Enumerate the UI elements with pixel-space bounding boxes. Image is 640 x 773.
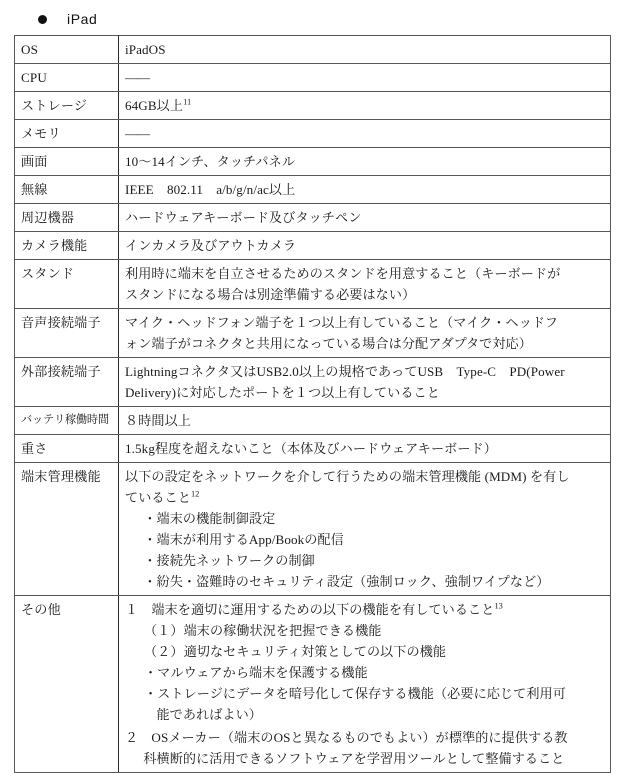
spec-value-line: [125, 207, 605, 228]
spec-value-text: ハードウェアキーボード及びタッチペン: [125, 210, 362, 225]
spec-value-text: ——: [125, 70, 149, 85]
spec-label-cell: OS: [15, 36, 119, 64]
spec-value-line: [125, 123, 605, 144]
spec-value-line: [125, 67, 605, 88]
spec-value-text: Delivery)に対応したポートを１つ以上有していること: [125, 385, 440, 400]
spec-value-line: [125, 95, 605, 116]
spec-value-line: [125, 725, 605, 748]
spec-value-line: [125, 438, 605, 459]
spec-value-text: （１）端末の稼働状況を把握できる機能: [143, 623, 382, 638]
spec-value-cell: [119, 358, 611, 407]
spec-value-text: スタンドになる場合は別途準備する必要はない）: [125, 287, 416, 302]
table-row: [15, 358, 611, 407]
spec-label-cell: 周辺機器: [15, 204, 119, 232]
table-row: [15, 232, 611, 260]
spec-value-text: IEEE 802.11 a/b/g/n/ac以上: [125, 182, 296, 197]
spec-value-text: ・端末の機能制御設定: [143, 511, 276, 526]
spec-value-line: [125, 39, 605, 60]
footnote-marker: 12: [190, 489, 200, 499]
spec-label-cell: 重さ: [15, 435, 119, 463]
spec-table: [14, 35, 611, 773]
spec-value-text: ——: [125, 126, 149, 141]
table-row: [15, 204, 611, 232]
bullet-point-icon: [38, 15, 47, 24]
table-row: [15, 176, 611, 204]
spec-value-text: ・紛失・盗難時のセキュリティ設定（強制ロック、強制ワイプなど）: [143, 574, 550, 589]
spec-value-line: [125, 704, 605, 725]
spec-value-text: ていること: [125, 490, 191, 505]
spec-label-cell: 端末管理機能: [15, 463, 119, 596]
spec-value-cell: [119, 407, 611, 435]
spec-value-text: ・ストレージにデータを暗号化して保存する機能（必要に応じて利用可: [143, 686, 566, 701]
spec-value-text: ２ OSメーカー（端末のOSと異なるものでもよい）が標準的に提供する教: [125, 730, 568, 745]
footnote-marker: 11: [183, 97, 192, 107]
spec-value-text: ８時間以上: [125, 413, 191, 428]
table-row: [15, 260, 611, 309]
spec-value-text: ・端末が利用するApp/Bookの配信: [143, 532, 344, 547]
spec-label-cell: 無線: [15, 176, 119, 204]
section-heading: [14, 7, 97, 31]
spec-value-line: [125, 683, 605, 704]
spec-value-text: 利用時に端末を自立させるためのスタンドを用意すること（キーボードが: [125, 266, 561, 281]
spec-value-line: [125, 382, 605, 403]
table-row: [15, 92, 611, 120]
spec-value-cell: [119, 596, 611, 773]
spec-label-cell: メモリ: [15, 120, 119, 148]
spec-value-text: 10〜14インチ、タッチパネル: [125, 154, 296, 169]
spec-label-cell: ストレージ: [15, 92, 119, 120]
spec-value-text: ・接続先ネットワークの制御: [143, 553, 315, 568]
spec-value-cell: [119, 92, 611, 120]
section-heading-label: iPad: [67, 11, 98, 27]
spec-value-cell: [119, 260, 611, 309]
spec-value-cell: [119, 176, 611, 204]
spec-label-cell: 音声接続端子: [15, 309, 119, 358]
spec-value-line: [125, 571, 605, 592]
spec-value-text: 以下の設定をネットワークを介して行うための端末管理機能 (MDM) を有し: [125, 469, 570, 484]
spec-value-text: 1.5kg程度を超えないこと（本体及びハードウェアキーボード）: [125, 441, 497, 456]
spec-value-line: [125, 641, 605, 662]
spec-value-text: （２）適切なセキュリティ対策としての以下の機能: [143, 644, 447, 659]
spec-value-line: [125, 748, 605, 769]
spec-label-cell: バッテリ稼働時間: [15, 407, 119, 435]
spec-value-text: 能であればよい）: [156, 707, 262, 722]
spec-value-line: [125, 508, 605, 529]
spec-value-text: 科横断的に活用できるソフトウェアを学習用ツールとして整備すること: [143, 751, 565, 766]
table-row: [15, 120, 611, 148]
spec-value-cell: [119, 435, 611, 463]
spec-value-line: [125, 179, 605, 200]
spec-value-text: １ 端末を適切に運用するための以下の機能を有していること: [125, 602, 495, 617]
spec-value-cell: [119, 120, 611, 148]
table-row: [15, 435, 611, 463]
spec-value-cell: [119, 463, 611, 596]
spec-value-line: [125, 599, 605, 620]
spec-value-line: [125, 284, 605, 305]
table-row: [15, 36, 611, 64]
spec-value-line: [125, 410, 605, 431]
spec-value-text: 64GB以上: [125, 98, 184, 113]
spec-label-cell: CPU: [15, 64, 119, 92]
table-row: [15, 148, 611, 176]
spec-value-line: [125, 235, 605, 256]
spec-label-cell: その他: [15, 596, 119, 773]
spec-value-line: [125, 151, 605, 172]
spec-value-text: ォン端子がコネクタと共用になっている場合は分配アダプタで対応）: [125, 336, 532, 351]
spec-value-cell: [119, 309, 611, 358]
spec-label-cell: スタンド: [15, 260, 119, 309]
spec-value-line: [125, 312, 605, 333]
spec-label-cell: 画面: [15, 148, 119, 176]
table-row: [15, 309, 611, 358]
spec-value-text: インカメラ及びアウトカメラ: [125, 238, 297, 253]
spec-value-cell: [119, 232, 611, 260]
spec-value-text: ・マルウェアから端末を保護する機能: [143, 665, 368, 680]
spec-value-line: [125, 333, 605, 354]
spec-value-line: [125, 662, 605, 683]
footnote-marker: 13: [494, 601, 503, 611]
spec-value-text: Lightningコネクタ又はUSB2.0以上の規格であってUSB Type-C PD(Power: [125, 364, 565, 379]
table-row: [15, 407, 611, 435]
spec-label-cell: 外部接続端子: [15, 358, 119, 407]
spec-value-cell: [119, 64, 611, 92]
spec-label-cell: カメラ機能: [15, 232, 119, 260]
spec-value-line: [125, 361, 605, 382]
spec-value-line: [125, 550, 605, 571]
spec-table-body: [15, 36, 611, 773]
spec-value-text: マイク・ヘッドフォン端子を１つ以上有していること（マイク・ヘッドフ: [125, 315, 558, 330]
table-row: [15, 596, 611, 773]
spec-value-cell: [119, 148, 611, 176]
spec-value-line: [125, 263, 605, 284]
spec-value-cell: [119, 204, 611, 232]
table-row: [15, 463, 611, 596]
spec-value-line: [125, 529, 605, 550]
spec-value-cell: [119, 36, 611, 64]
table-row: [15, 64, 611, 92]
spec-value-line: [125, 487, 605, 508]
spec-value-line: [125, 620, 605, 641]
spec-value-text: iPadOS: [125, 42, 166, 57]
spec-value-line: [125, 466, 605, 487]
